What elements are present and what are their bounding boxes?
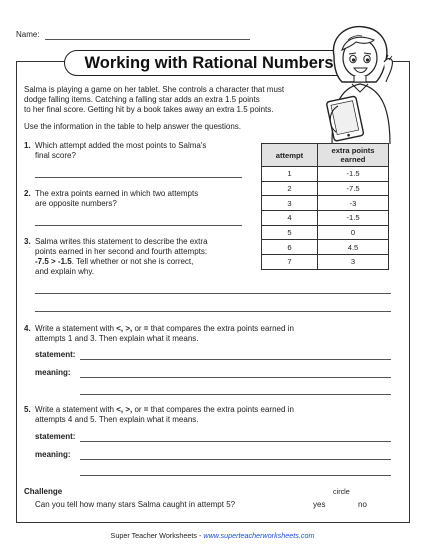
points-cell: -3 <box>318 196 389 211</box>
q5-number: 5. <box>24 405 31 414</box>
attempt-header: attempt <box>262 144 318 167</box>
intro-line-1: Salma is playing a game on her tablet. She controls a character that must <box>24 85 285 94</box>
q1-line-1: Which attempt added the most points to Salma's <box>35 141 207 150</box>
q5-line-2: attempts 4 and 5. Then explain what it means. <box>35 415 199 424</box>
q4-statement-label: statement: <box>35 350 76 359</box>
q2-line-2: are opposite numbers? <box>35 199 117 208</box>
q5-equals: = <box>143 405 149 414</box>
table-row <box>262 240 389 255</box>
q3-line-1: Salma writes this statement to describe the extra <box>35 237 208 246</box>
table-row <box>262 225 389 240</box>
table-row <box>262 255 389 270</box>
q5-statement-label: statement: <box>35 432 76 441</box>
page-title: Working with Rational Numbers <box>84 54 334 72</box>
q4-meaning-line-2[interactable] <box>80 394 391 395</box>
q4-line-2: attempts 1 and 3. Then explain what it means. <box>35 334 199 343</box>
attempt-cell: 4 <box>262 211 318 226</box>
circle-label: circle <box>333 487 350 496</box>
footer-brand: Super Teacher Worksheets <box>110 531 197 540</box>
table-row <box>262 167 389 182</box>
points-cell: 3 <box>318 255 389 270</box>
q5-statement-line[interactable] <box>80 441 391 442</box>
name-line[interactable] <box>45 39 250 40</box>
q3-expression: -7.5 > -1.5 <box>35 257 72 266</box>
points-cell: -7.5 <box>318 181 389 196</box>
footer-url-link[interactable]: www.superteacherworksheets.com <box>203 531 315 540</box>
q5-line-1 <box>35 405 294 415</box>
girl-with-tablet-illustration <box>318 22 410 144</box>
q1-number: 1. <box>24 141 31 150</box>
q4-statement-line[interactable] <box>80 359 391 360</box>
attempt-cell: 3 <box>262 196 318 211</box>
name-label: Name: <box>16 30 40 39</box>
q4-equals: = <box>143 324 149 333</box>
q2-number: 2. <box>24 189 31 198</box>
attempt-cell: 2 <box>262 181 318 196</box>
q4-or: or <box>134 324 144 333</box>
q4-line-1-start: Write a statement with <box>35 324 117 333</box>
attempt-cell: 6 <box>262 240 318 255</box>
q5-meaning-line-1[interactable] <box>80 459 391 460</box>
q1-answer-line[interactable] <box>35 177 242 178</box>
q4-operators: <, >, <box>116 324 135 333</box>
points-cell: -1.5 <box>318 167 389 182</box>
challenge-question: Can you tell how many stars Salma caught in attempt 5? <box>35 500 236 509</box>
q3-answer-line-2[interactable] <box>35 311 391 312</box>
attempt-cell: 7 <box>262 255 318 270</box>
attempt-cell: 5 <box>262 225 318 240</box>
points-cell: -1.5 <box>318 211 389 226</box>
footer <box>0 531 425 540</box>
q3-line-3 <box>35 257 193 267</box>
q2-answer-line[interactable] <box>35 225 242 226</box>
extra-points-header: extra points earned <box>318 144 389 167</box>
q4-line-1-end: that compares the extra points earned in <box>148 324 294 333</box>
table-row <box>262 196 389 211</box>
q1-line-2: final score? <box>35 151 76 160</box>
q5-meaning-line-2[interactable] <box>80 475 391 476</box>
q2-line-1: The extra points earned in which two attempts <box>35 189 199 198</box>
q4-meaning-label: meaning: <box>35 368 71 377</box>
q5-meaning-label: meaning: <box>35 450 71 459</box>
points-cell: 0 <box>318 225 389 240</box>
q3-line-4: and explain why. <box>35 267 94 276</box>
q3-number: 3. <box>24 237 31 246</box>
q4-number: 4. <box>24 324 31 333</box>
q5-line-1-end: that compares the extra points earned in <box>148 405 294 414</box>
table-header-row <box>262 144 389 167</box>
q5-line-1-start: Write a statement with <box>35 405 117 414</box>
q3-line-2: points earned in her second and fourth attempts: <box>35 247 208 256</box>
yes-option[interactable]: yes <box>313 500 326 509</box>
q5-operators: <, >, <box>116 405 135 414</box>
points-cell: 4.5 <box>318 240 389 255</box>
challenge-title: Challenge <box>24 487 63 496</box>
q4-meaning-line-1[interactable] <box>80 377 391 378</box>
q5-or: or <box>134 405 144 414</box>
intro-line-3: to her final score. Getting hit by a book takes away an extra 1.5 points. <box>24 105 274 114</box>
no-option[interactable]: no <box>358 500 367 509</box>
intro-line-2: dodge falling items. Catching a falling star adds an extra 1.5 points <box>24 95 260 104</box>
table-row <box>262 211 389 226</box>
table-row <box>262 181 389 196</box>
q3-answer-line-1[interactable] <box>35 293 391 294</box>
q4-line-1 <box>35 324 294 334</box>
footer-separator: - <box>196 531 204 540</box>
q3-line-3-rest: . Tell whether or not she is correct, <box>71 257 194 266</box>
extra-points-table <box>261 143 389 270</box>
instruction: Use the information in the table to help answer the questions. <box>24 122 242 131</box>
attempt-cell: 1 <box>262 167 318 182</box>
